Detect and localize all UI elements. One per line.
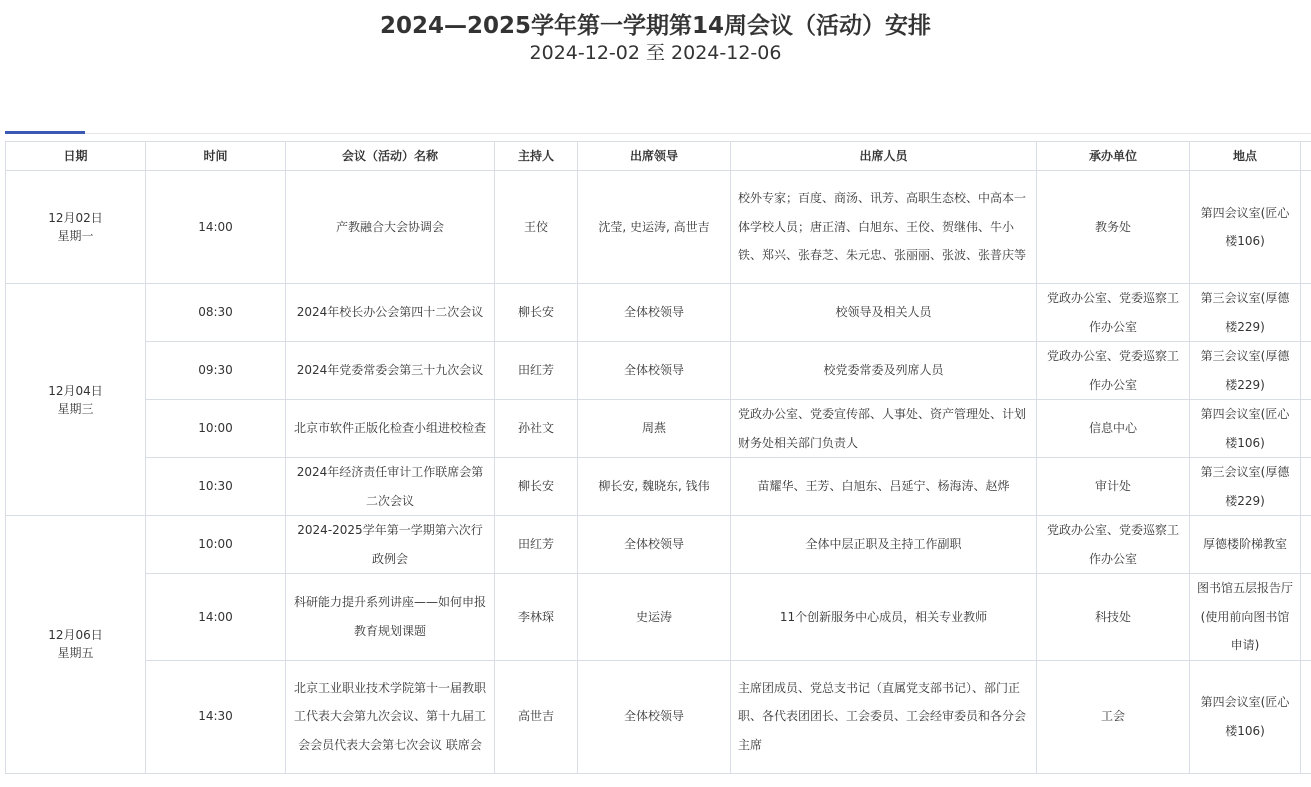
attendees-cell: 党政办公室、党委宣传部、人事处、资产管理处、计划财务处相关部门负责人 bbox=[731, 400, 1037, 458]
host-cell: 李林琛 bbox=[495, 574, 578, 661]
organizer-cell: 党政办公室、党委巡察工作办公室 bbox=[1037, 516, 1190, 574]
organizer-cell: 科技处 bbox=[1037, 574, 1190, 661]
header-date: 日期 bbox=[6, 142, 146, 171]
location-cell: 第三会议室(厚德楼229) bbox=[1190, 342, 1301, 400]
attendees-cell: 11个创新服务中心成员，相关专业教师 bbox=[731, 574, 1037, 661]
host-cell: 柳长安 bbox=[495, 284, 578, 342]
extra-cell bbox=[1301, 400, 1311, 458]
weekday-label: 星期一 bbox=[57, 229, 94, 243]
time-cell: 09:30 bbox=[146, 342, 286, 400]
header-leaders: 出席领导 bbox=[578, 142, 731, 171]
attendees-cell: 全体中层正职及主持工作副职 bbox=[731, 516, 1037, 574]
header-name: 会议（活动）名称 bbox=[286, 142, 495, 171]
extra-cell bbox=[1301, 516, 1311, 574]
table-row bbox=[6, 400, 1311, 458]
organizer-cell: 工会 bbox=[1037, 660, 1190, 773]
header-host: 主持人 bbox=[495, 142, 578, 171]
name-cell: 科研能力提升系列讲座——如何申报教育规划课题 bbox=[286, 574, 495, 661]
location-cell: 第三会议室(厚德楼229) bbox=[1190, 458, 1301, 516]
name-cell: 2024年校长办公会第四十二次会议 bbox=[286, 284, 495, 342]
extra-cell bbox=[1301, 284, 1311, 342]
leaders-cell: 史运涛 bbox=[578, 574, 731, 661]
name-cell: 2024年经济责任审计工作联席会第二次会议 bbox=[286, 458, 495, 516]
leaders-cell: 全体校领导 bbox=[578, 516, 731, 574]
leaders-cell: 柳长安, 魏晓东, 钱伟 bbox=[578, 458, 731, 516]
leaders-cell: 全体校领导 bbox=[578, 342, 731, 400]
weekday-label: 星期五 bbox=[57, 646, 94, 661]
time-cell: 10:30 bbox=[146, 458, 286, 516]
attendees-cell: 校领导及相关人员 bbox=[731, 284, 1037, 342]
organizer-cell: 教务处 bbox=[1037, 171, 1190, 284]
table-row bbox=[6, 660, 1311, 773]
location-cell: 第三会议室(厚德楼229) bbox=[1190, 284, 1301, 342]
name-cell: 北京工业职业技术学院第十一届教职工代表大会第九次会议、第十九届工会会员代表大会第七次会议 联席会 bbox=[286, 660, 495, 773]
table-row bbox=[6, 458, 1311, 516]
host-cell: 孙社文 bbox=[495, 400, 578, 458]
host-cell: 王佼 bbox=[495, 171, 578, 284]
table-row bbox=[6, 171, 1311, 284]
header-attendees: 出席人员 bbox=[731, 142, 1037, 171]
location-cell: 图书馆五层报告厅(使用前向图书馆申请) bbox=[1190, 574, 1301, 661]
date-range: 2024-12-02 至 2024-12-06 bbox=[529, 42, 782, 64]
page-title: 2024—2025学年第一学期第14周会议（活动）安排 bbox=[379, 13, 932, 39]
leaders-cell: 周燕 bbox=[578, 400, 731, 458]
table-row bbox=[6, 574, 1311, 661]
tab-divider bbox=[5, 133, 1311, 134]
host-cell: 田红芳 bbox=[495, 516, 578, 574]
date-label: 12月04日 bbox=[48, 383, 103, 398]
date-cell bbox=[6, 516, 146, 774]
table-row bbox=[6, 284, 1311, 342]
date-label: 12月02日 bbox=[48, 211, 103, 225]
organizer-cell: 信息中心 bbox=[1037, 400, 1190, 458]
tab-active-indicator[interactable] bbox=[5, 131, 85, 134]
leaders-cell: 全体校领导 bbox=[578, 284, 731, 342]
time-cell: 10:00 bbox=[146, 516, 286, 574]
attendees-cell: 苗耀华、王芳、白旭东、吕延宁、杨海涛、赵烨 bbox=[731, 458, 1037, 516]
host-cell: 柳长安 bbox=[495, 458, 578, 516]
location-cell: 厚德楼阶梯教室 bbox=[1190, 516, 1301, 574]
location-cell: 第四会议室(匠心楼106) bbox=[1190, 660, 1301, 773]
time-cell: 08:30 bbox=[146, 284, 286, 342]
organizer-cell: 党政办公室、党委巡察工作办公室 bbox=[1037, 284, 1190, 342]
weekday-label: 星期三 bbox=[57, 401, 94, 416]
location-cell: 第四会议室(匠心楼106) bbox=[1190, 171, 1301, 284]
attendees-cell: 主席团成员、党总支书记（直属党支部书记）、部门正职、各代表团团长、工会委员、工会经审委员和各分会主席 bbox=[731, 660, 1037, 773]
extra-cell bbox=[1301, 458, 1311, 516]
table-row bbox=[6, 342, 1311, 400]
header-extra bbox=[1301, 142, 1311, 171]
organizer-cell: 党政办公室、党委巡察工作办公室 bbox=[1037, 342, 1190, 400]
extra-cell bbox=[1301, 660, 1311, 773]
table-row bbox=[6, 516, 1311, 574]
schedule-table bbox=[5, 141, 1311, 774]
extra-cell bbox=[1301, 171, 1311, 284]
leaders-cell: 沈莹, 史运涛, 高世吉 bbox=[578, 171, 731, 284]
date-cell bbox=[6, 284, 146, 516]
header-organizer: 承办单位 bbox=[1037, 142, 1190, 171]
location-cell: 第四会议室(匠心楼106) bbox=[1190, 400, 1301, 458]
time-cell: 14:00 bbox=[146, 574, 286, 661]
attendees-cell: 校党委常委及列席人员 bbox=[731, 342, 1037, 400]
organizer-cell: 审计处 bbox=[1037, 458, 1190, 516]
time-cell: 14:00 bbox=[146, 171, 286, 284]
host-cell: 田红芳 bbox=[495, 342, 578, 400]
time-cell: 10:00 bbox=[146, 400, 286, 458]
name-cell: 产教融合大会协调会 bbox=[286, 171, 495, 284]
extra-cell bbox=[1301, 574, 1311, 661]
host-cell: 高世吉 bbox=[495, 660, 578, 773]
extra-cell bbox=[1301, 342, 1311, 400]
table-header-row bbox=[6, 142, 1311, 171]
date-cell bbox=[6, 171, 146, 284]
time-cell: 14:30 bbox=[146, 660, 286, 773]
name-cell: 北京市软件正版化检查小组进校检查 bbox=[286, 400, 495, 458]
header-time: 时间 bbox=[146, 142, 286, 171]
name-cell: 2024-2025学年第一学期第六次行政例会 bbox=[286, 516, 495, 574]
attendees-cell: 校外专家；百度、商汤、讯芳、高职生态校、中高本一体学校人员；唐正清、白旭东、王佼、贺继伟、牛小铁、郑兴、张春芝、朱元忠、张丽丽、张波、张普庆等 bbox=[731, 171, 1037, 284]
header-location: 地点 bbox=[1190, 142, 1301, 171]
name-cell: 2024年党委常委会第三十九次会议 bbox=[286, 342, 495, 400]
leaders-cell: 全体校领导 bbox=[578, 660, 731, 773]
date-label: 12月06日 bbox=[48, 628, 103, 643]
